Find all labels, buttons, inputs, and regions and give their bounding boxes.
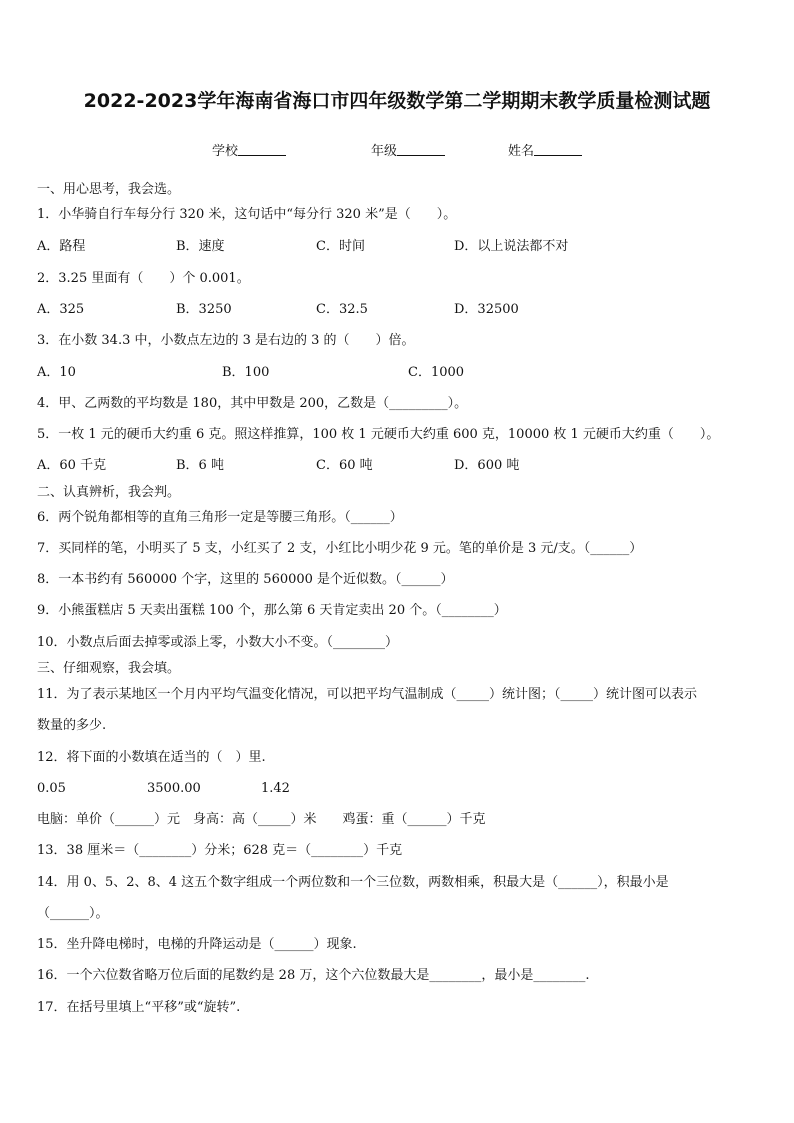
question-12-fill: 电脑：单价（______）元 身高：高（_____）米 鸡蛋：重（______）千克 <box>37 812 486 827</box>
q1-option-b: B．速度 <box>176 239 225 254</box>
question-5: 5．一枚 1 元的硬币大约重 6 克。照这样推算，100 枚 1 元硬币大约重 600 克，10000 枚 1 元硬币大约重（ ）。 <box>37 427 720 442</box>
q1-option-d: D．以上说法都不对 <box>454 239 569 254</box>
question-2: 2．3.25 里面有（ ）个 0.001。 <box>37 271 250 286</box>
name-blank[interactable] <box>534 143 582 156</box>
question-4: 4．甲、乙两数的平均数是 180，其中甲数是 200，乙数是（_________）。 <box>37 396 468 411</box>
q2-option-a: A．325 <box>37 302 85 317</box>
school-label: 学校 <box>212 144 239 159</box>
question-7: 7．买同样的笔，小明买了 5 支，小红买了 2 支，小红比小明少花 9 元。笔的单价是 3 元/支。（______） <box>37 541 643 556</box>
q5-option-b: B．6 吨 <box>176 458 224 473</box>
q5-option-c: C．60 吨 <box>316 458 373 473</box>
grade-field <box>371 140 445 159</box>
grade-blank[interactable] <box>397 143 445 156</box>
section-2-heading: 二、认真辨析，我会判。 <box>37 485 181 500</box>
page-title: 2022-2023学年海南省海口市四年级数学第二学期期末教学质量检测试题 <box>83 90 711 112</box>
question-11-continued: 数量的多少. <box>37 718 107 733</box>
section-3-heading: 三、仔细观察，我会填。 <box>37 661 181 676</box>
question-13: 13．38 厘米＝（________）分米；628 克＝（________）千克 <box>37 843 403 858</box>
q3-option-b: B．100 <box>222 365 270 380</box>
q2-option-c: C．32.5 <box>316 302 368 317</box>
name-label: 姓名 <box>508 144 535 159</box>
question-1: 1．小华骑自行车每分行 320 米，这句话中“每分行 320 米”是（ ）。 <box>37 207 457 222</box>
q12-number-3: 1.42 <box>261 781 290 796</box>
q12-number-2: 3500.00 <box>147 781 201 796</box>
question-6: 6．两个锐角都相等的直角三角形一定是等腰三角形。（______） <box>37 510 403 525</box>
question-15: 15．坐升降电梯时，电梯的升降运动是（______）现象. <box>37 937 357 952</box>
school-blank[interactable] <box>238 143 286 156</box>
question-8: 8．一本书约有 560000 个字，这里的 560000 是个近似数。（______） <box>37 572 454 587</box>
section-1-heading: 一、用心思考，我会选。 <box>37 182 181 197</box>
q1-option-a: A．路程 <box>37 239 86 254</box>
q5-option-a: A．60 千克 <box>37 458 107 473</box>
question-17: 17．在括号里填上“平移”或“旋转”. <box>37 1000 241 1015</box>
question-14-continued: （______）。 <box>37 906 109 921</box>
name-field <box>508 140 582 159</box>
question-9: 9．小熊蛋糕店 5 天卖出蛋糕 100 个，那么第 6 天肯定卖出 20 个。（________） <box>37 603 507 618</box>
q3-option-c: C．1000 <box>408 365 465 380</box>
q5-option-d: D．600 吨 <box>454 458 520 473</box>
question-3: 3．在小数 34.3 中，小数点左边的 3 是右边的 3 的（ ）倍。 <box>37 333 415 348</box>
question-12: 12．将下面的小数填在适当的（ ）里. <box>37 750 266 765</box>
question-10: 10．小数点后面去掉零或添上零，小数大小不变。（________） <box>37 635 399 650</box>
question-16: 16．一个六位数省略万位后面的尾数约是 28 万，这个六位数最大是________，最小是________. <box>37 968 590 983</box>
question-11: 11．为了表示某地区一个月内平均气温变化情况，可以把平均气温制成（_____）统计图；（_____）统计图可以表示 <box>37 687 698 702</box>
grade-label: 年级 <box>371 144 398 159</box>
q2-option-d: D．32500 <box>454 302 519 317</box>
question-14: 14．用 0、5、2、8、4 这五个数字组成一个两位数和一个三位数，两数相乘，积最大是（______），积最小是 <box>37 875 669 890</box>
school-field <box>212 140 286 159</box>
q2-option-b: B．3250 <box>176 302 232 317</box>
q12-number-1: 0.05 <box>37 781 66 796</box>
q3-option-a: A．10 <box>37 365 76 380</box>
q1-option-c: C．时间 <box>316 239 365 254</box>
